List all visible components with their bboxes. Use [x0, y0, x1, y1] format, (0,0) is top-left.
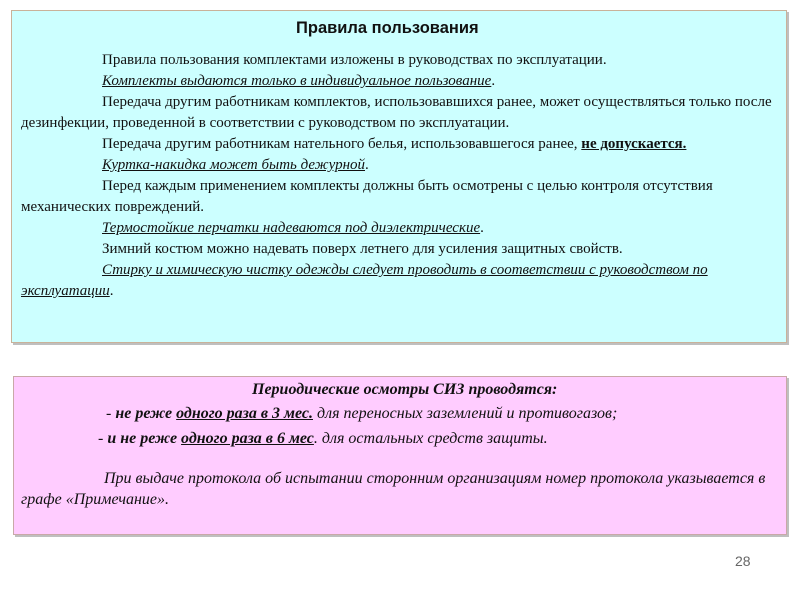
- cape-period: .: [365, 157, 369, 173]
- gloves-text: Термостойкие перчатки надеваются под диэлектрические: [102, 220, 481, 236]
- individual-use-text: Комплекты выдаются только в индивидуальное пользование: [102, 73, 492, 89]
- not-less-than-1: не реже: [115, 405, 177, 422]
- individual-use-period: .: [491, 73, 496, 89]
- grounding-gas-masks-text: для переносных заземлений и противогазов;: [313, 405, 618, 422]
- once-per-6-months: одного раза в 6 мес: [181, 430, 314, 447]
- rules-paragraph-cape: [21, 155, 776, 176]
- periodic-inspection-box: [13, 376, 787, 535]
- protocol-note: При выдаче протокола об испытании сторонним организациям номер протокола указывается в графе «Примечание».: [21, 470, 766, 508]
- rules-paragraph-washing: [21, 260, 776, 302]
- washing-text: Стирку и химическую чистку одежды следует проводить в соответствии с руководством по эксплуатации: [21, 262, 708, 299]
- not-allowed-text: не допускается.: [581, 136, 687, 152]
- inspection-line-3-months: [106, 403, 778, 425]
- dash-2: -: [98, 430, 108, 447]
- page-number: 28: [735, 553, 751, 569]
- usage-rules-title: Правила пользования: [296, 19, 479, 37]
- dash-1: -: [106, 405, 116, 422]
- other-equipment-text: . для остальных средств защиты.: [313, 430, 548, 447]
- rules-paragraph-manuals: Правила пользования комплектами изложены в руководствах по эксплуатации.: [102, 52, 607, 68]
- rules-paragraph-disinfection: Передача другим работникам комплектов, использовавшихся ранее, может осуществляться только после дезинфекции, проведенной в соответствии с руководством по эксплуатации.: [21, 94, 772, 131]
- inspection-line-6-months: [98, 428, 778, 450]
- cape-text: Куртка-накидка может быть дежурной: [102, 157, 366, 173]
- rules-paragraph-winter-suit: Зимний костюм можно надевать поверх летнего для усиления защитных свойств.: [102, 241, 623, 257]
- rules-paragraph-inspection: Перед каждым применением комплекты должны быть осмотрены с целью контроля отсутствия механических повреждений.: [21, 178, 713, 215]
- rules-paragraph-individual-use: [21, 71, 776, 92]
- once-per-3-months: одного раза в 3 мес.: [176, 405, 313, 422]
- inspection-heading: Периодические осмотры СИЗ проводятся:: [252, 381, 558, 398]
- washing-period: .: [109, 283, 114, 299]
- rules-paragraph-gloves: [21, 218, 776, 239]
- gloves-period: .: [480, 220, 484, 236]
- usage-rules-box: [11, 10, 787, 343]
- underwear-text: Передача другим работникам нательного белья, использовавшегося ранее,: [102, 136, 582, 152]
- not-less-than-2: и не реже: [107, 430, 182, 447]
- rules-paragraph-underwear: [21, 134, 776, 155]
